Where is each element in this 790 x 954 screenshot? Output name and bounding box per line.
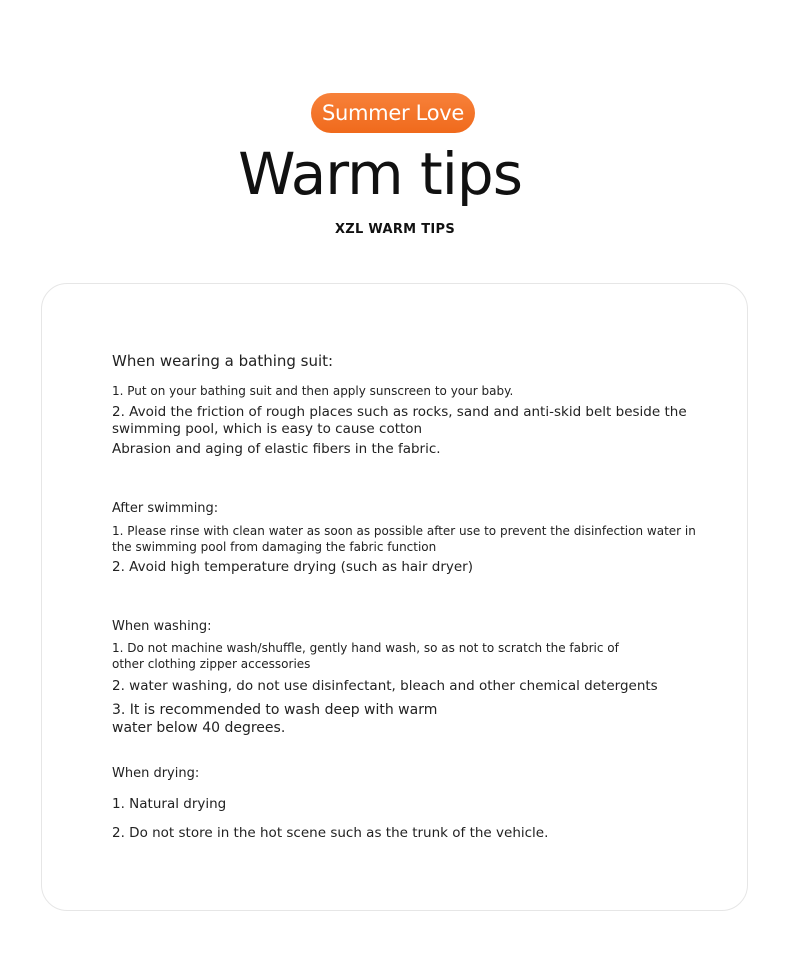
section-heading-drying: When drying: — [112, 766, 200, 781]
drying-tip-1: 1. Natural drying — [112, 796, 227, 812]
section-heading-swimming: After swimming: — [112, 501, 219, 516]
bathing-tip-1: 1. Put on your bathing suit and then apply sunscreen to your baby. — [112, 384, 514, 398]
washing-tip-1-line-2: other clothing zipper accessories — [112, 657, 311, 671]
swimming-tip-1-line-2: the swimming pool from damaging the fabric function — [112, 540, 437, 554]
page-title-text: Warm tips — [238, 140, 522, 208]
section-heading-washing: When washing: — [112, 619, 212, 634]
washing-tip-3-line-2: water below 40 degrees. — [112, 720, 286, 736]
swimming-tip-2: 2. Avoid high temperature drying (such as hair dryer) — [112, 559, 473, 575]
section-heading-bathing: When wearing a bathing suit: — [112, 352, 334, 370]
page-subtitle: XZL WARM TIPS — [334, 222, 456, 237]
tips-card — [41, 283, 748, 911]
washing-tip-2: 2. water washing, do not use disinfectant, bleach and other chemical detergents — [112, 678, 658, 694]
washing-tip-1-line-1: 1. Do not machine wash/shuffle, gently hand wash, so as not to scratch the fabric of — [112, 641, 619, 655]
bathing-tip-2-line-3: Abrasion and aging of elastic fibers in the fabric. — [112, 441, 441, 457]
bathing-tip-2-line-1: 2. Avoid the friction of rough places such as rocks, sand and anti-skid belt beside the — [112, 404, 687, 420]
page-title — [0, 140, 760, 208]
drying-tip-2: 2. Do not store in the hot scene such as the trunk of the vehicle. — [112, 825, 549, 841]
bathing-tip-2-line-2: swimming pool, which is easy to cause cotton — [112, 421, 423, 437]
swimming-tip-1-line-1: 1. Please rinse with clean water as soon as possible after use to prevent the disinfection water in — [112, 524, 696, 538]
washing-tip-3-line-1: 3. It is recommended to wash deep with warm — [112, 702, 438, 718]
summer-love-badge: Summer Love — [311, 93, 475, 133]
